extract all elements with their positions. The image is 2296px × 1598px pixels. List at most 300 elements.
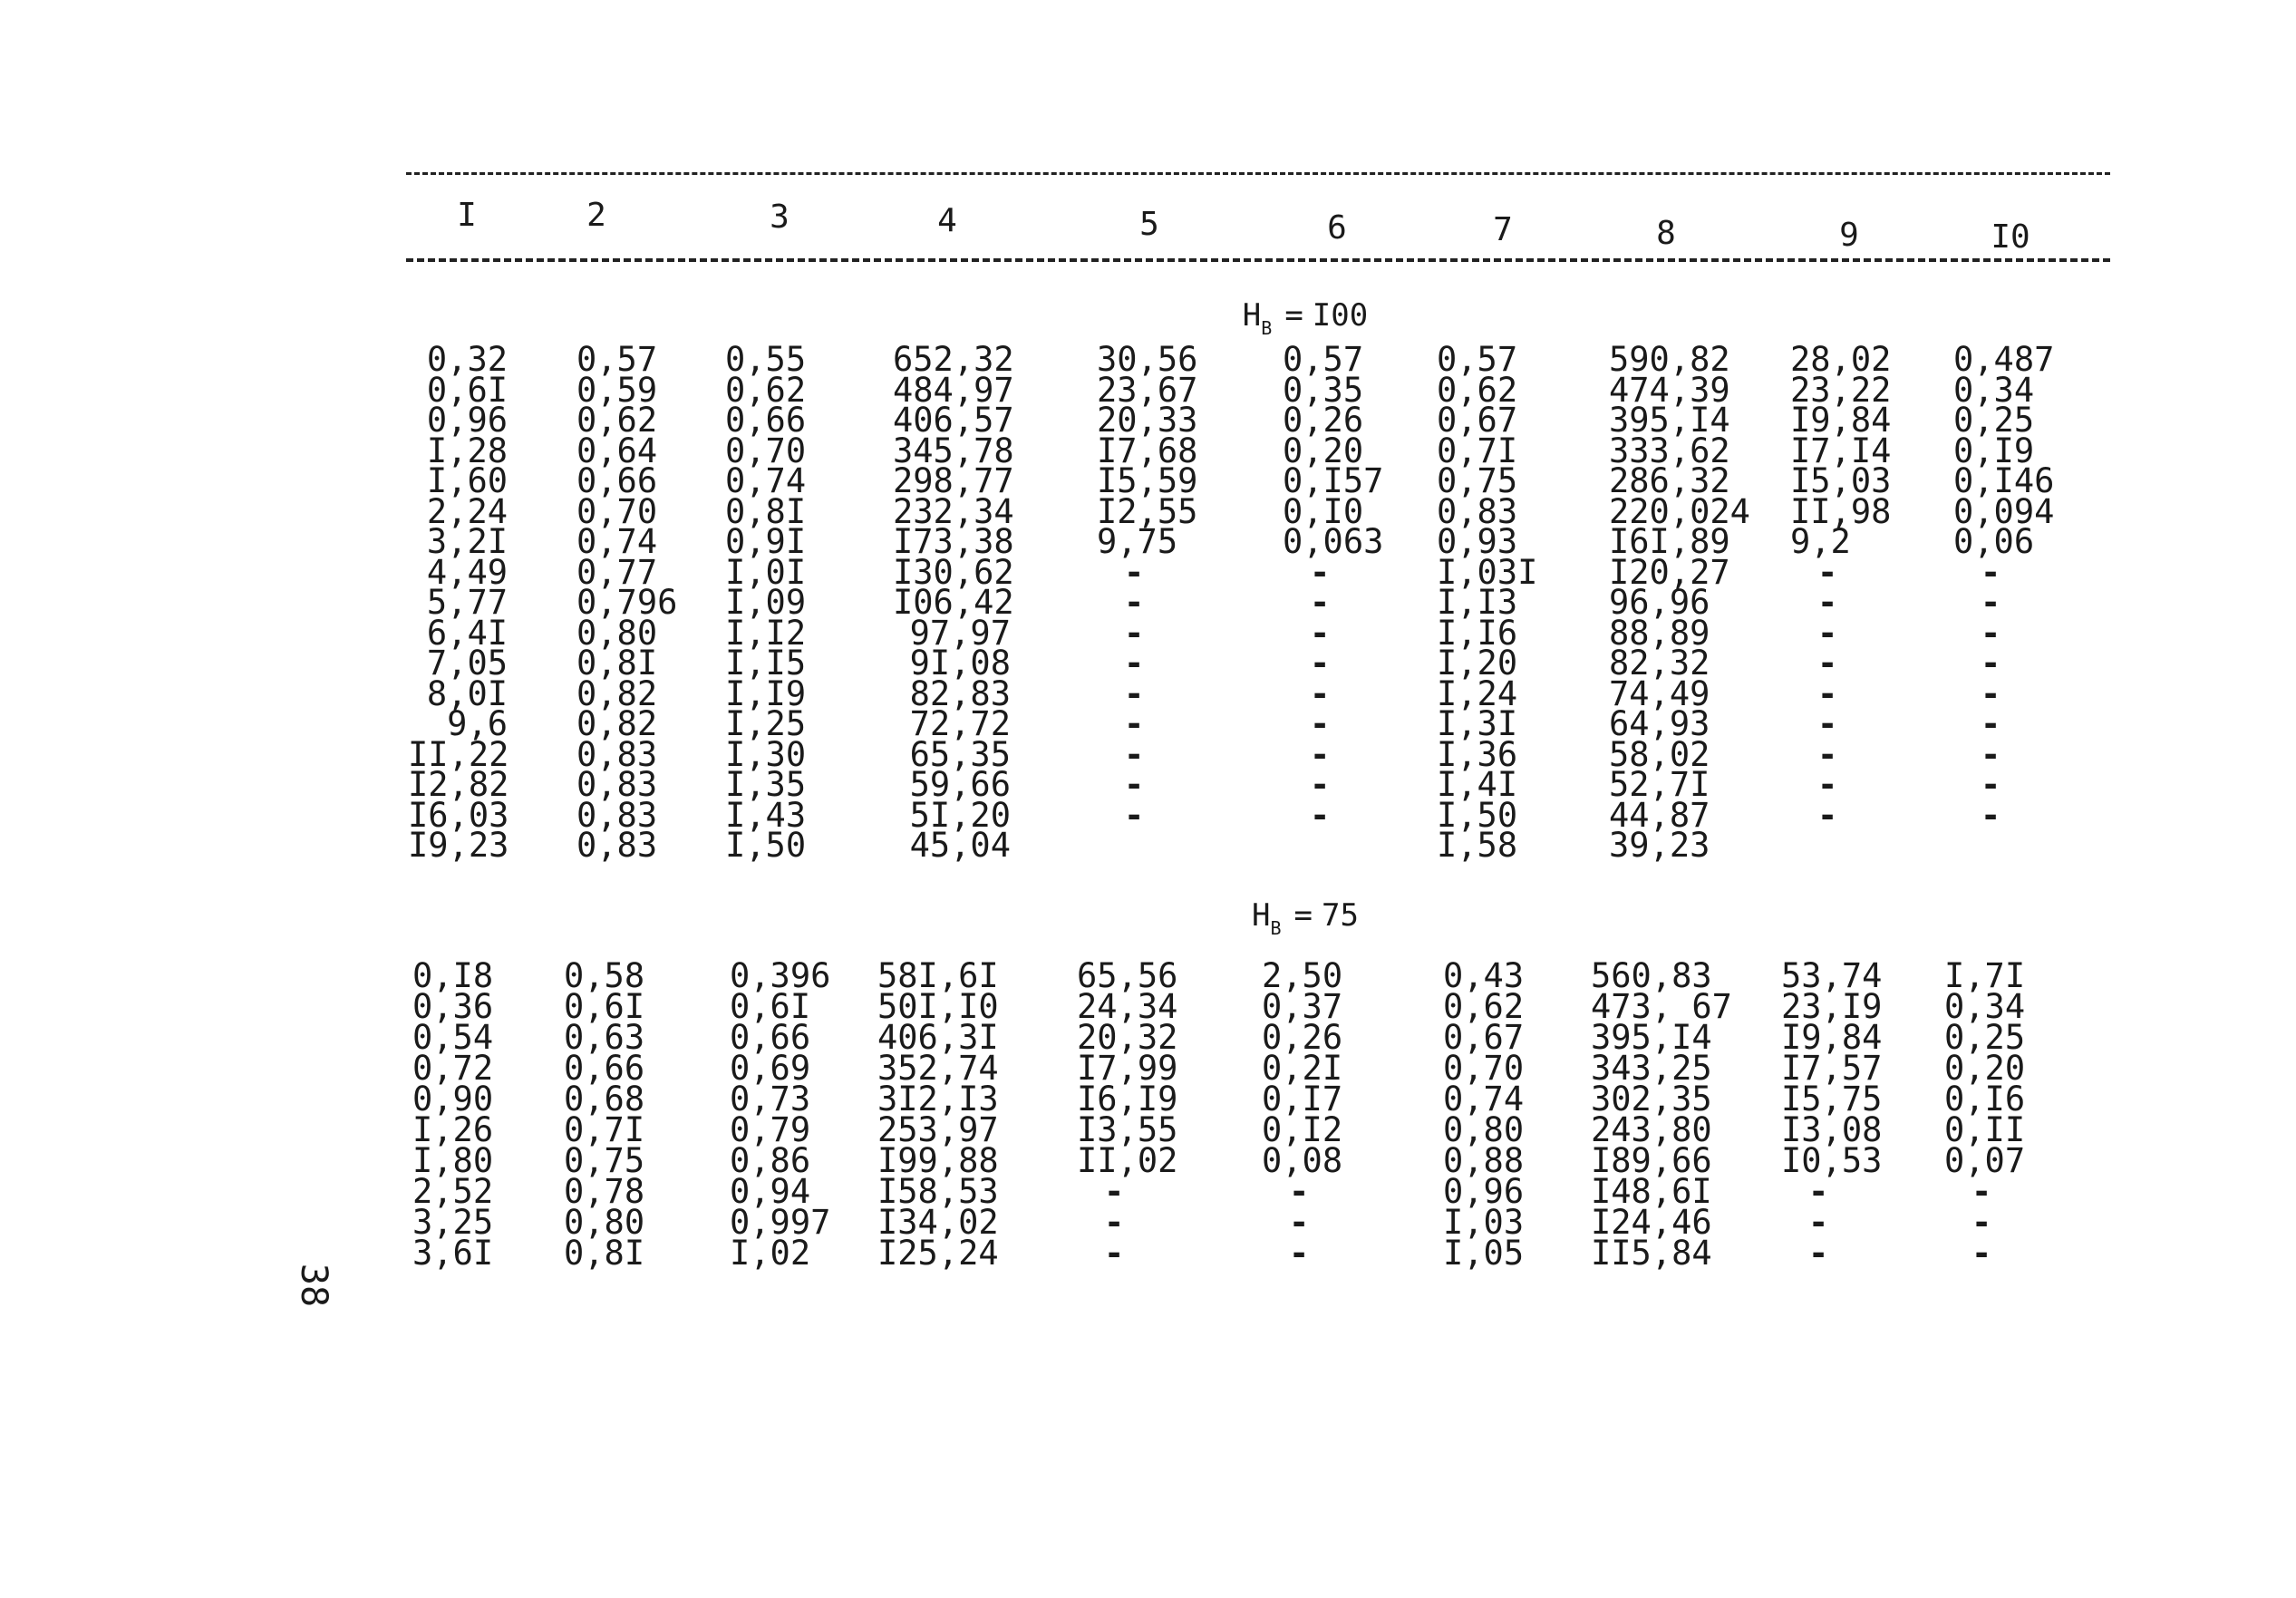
data-column-8 [1591,956,1736,1273]
table-cell: 220,024 [1609,491,1750,531]
empty-cell-dash: - [1981,734,2001,774]
table-cell: 0,70 [725,431,807,470]
empty-cell-dash: - [1310,552,1331,592]
table-cell: 64,93 [1609,704,1710,743]
table-cell: 0,70 [1443,1049,1525,1088]
table-cell: 44,87 [1609,795,1710,835]
empty-cell-dash: - [1808,1234,1829,1273]
table-cell: 484,97 [893,370,1014,410]
empty-cell-dash: - [1971,1172,1992,1211]
table-cell: 4,49 [426,552,508,592]
table-cell: 0,57 [1437,340,1518,379]
table-cell: 0,74 [576,522,658,561]
table-cell: 474,39 [1609,370,1730,410]
data-column-7 [1443,956,1534,1273]
empty-cell-dash: - [1310,795,1331,835]
table-cell: I30,62 [893,552,1014,592]
table-cell: I58,53 [877,1172,999,1211]
data-column-5 [1097,340,1206,835]
table-cell: I7,I4 [1790,431,1892,470]
table-cell: II,22 [408,734,509,774]
table-cell: 395,I4 [1609,401,1730,440]
table-cell: 473, 67 [1591,987,1732,1026]
table-cell: 52,7I [1609,765,1710,804]
empty-cell-dash: - [1981,552,2001,592]
table-cell: 0,83 [576,734,658,774]
table-cell: I2,82 [408,765,509,804]
table-cell: 0,25 [1953,401,2035,440]
table-cell: 0,25 [1944,1018,2026,1057]
empty-cell-dash: - [1124,552,1145,592]
table-cell: 20,32 [1077,1018,1178,1057]
table-cell: 0,62 [725,370,807,410]
empty-cell-dash: - [1310,734,1331,774]
column-header-8: 8 [1656,215,1676,252]
table-cell: I5,75 [1781,1080,1883,1119]
table-cell: 0,8I [725,491,807,531]
section-symbol: H [1252,897,1271,934]
table-cell: 0,62 [1437,370,1518,410]
table-cell: I3,08 [1781,1110,1883,1149]
empty-cell-dash: - [1981,704,2001,743]
table-cell: 0,20 [1944,1049,2026,1088]
table-cell: 0,66 [564,1049,645,1088]
table-cell: 0,796 [576,583,678,622]
table-cell: 0,93 [1437,522,1518,561]
table-cell: 7,05 [426,644,508,683]
table-cell: 6,4I [426,613,508,653]
empty-cell-dash: - [1817,552,1838,592]
table-cell: 0,94 [730,1172,811,1211]
table-cell: 23,67 [1097,370,1198,410]
table-cell: 0,70 [576,491,658,531]
empty-cell-dash: - [1817,613,1838,653]
table-cell: I,30 [725,734,807,774]
table-cell: 0,I46 [1953,461,2055,500]
section-value: I00 [1312,297,1369,334]
table-cell: I6,03 [408,795,509,835]
table-cell: I,I5 [725,644,807,683]
table-cell: 2,50 [1262,956,1343,995]
table-cell: I,36 [1437,734,1518,774]
table-cell: I,43 [725,795,807,835]
column-header-5: 5 [1139,206,1159,243]
data-column-3 [725,340,825,865]
table-cell: I,50 [725,826,807,865]
table-cell: 0,96 [426,401,508,440]
table-cell: 0,58 [564,956,645,995]
table-cell: 0,83 [576,795,658,835]
table-cell: 0,79 [730,1110,811,1149]
table-cell: 65,35 [909,734,1011,774]
table-cell: I,05 [1443,1234,1525,1273]
table-cell: 0,6I [730,987,811,1026]
table-cell: 0,74 [725,461,807,500]
table-cell: 0,82 [576,673,658,713]
empty-cell-dash: - [1310,765,1331,804]
table-cell: 0,34 [1953,370,2035,410]
table-cell: I24,46 [1591,1203,1712,1242]
table-cell: I99,88 [877,1141,999,1180]
table-cell: 0,75 [564,1141,645,1180]
column-header-4: 4 [937,202,957,239]
table-cell: 0,487 [1953,340,2055,379]
table-cell: I0,53 [1781,1141,1883,1180]
empty-cell-dash: - [1124,583,1145,622]
table-cell: 333,62 [1609,431,1730,470]
table-cell: 0,78 [564,1172,645,1211]
empty-cell-dash: - [1289,1234,1310,1273]
empty-cell-dash: - [1310,583,1331,622]
table-cell: 0,90 [412,1080,494,1119]
column-header-2: 2 [586,197,606,234]
table-cell: 96,96 [1609,583,1710,622]
empty-cell-dash: - [1817,583,1838,622]
table-cell: 97,97 [909,613,1011,653]
table-cell: I,09 [725,583,807,622]
table-cell: I25,24 [877,1234,999,1273]
table-cell: I06,42 [893,583,1014,622]
data-column-10 [1953,340,2062,835]
column-header-1: I [457,197,477,234]
table-cell: 0,66 [730,1018,811,1057]
table-cell: 3,6I [412,1234,494,1273]
table-cell: 0,63 [564,1018,645,1057]
table-cell: 0,62 [1443,987,1525,1026]
empty-cell-dash: - [1124,704,1145,743]
table-cell: I,24 [1437,673,1518,713]
data-column-9 [1781,956,1883,1273]
table-cell: 0,96 [1443,1172,1525,1211]
empty-cell-dash: - [1817,765,1838,804]
table-cell: I6,I9 [1077,1080,1178,1119]
data-column-1 [408,340,509,865]
table-cell: I,02 [730,1234,811,1273]
table-cell: 0,72 [412,1049,494,1088]
empty-cell-dash: - [1124,795,1145,835]
table-cell: 0,I8 [412,956,494,995]
table-cell: 0,80 [1443,1110,1525,1149]
table-cell: 0,69 [730,1049,811,1088]
table-cell: 298,77 [893,461,1014,500]
empty-cell-dash: - [1124,644,1145,683]
table-cell: I20,27 [1609,552,1730,592]
table-cell: 0,8I [576,644,658,683]
table-cell: I,26 [412,1110,494,1149]
section-value: 75 [1322,897,1359,934]
table-cell: 0,36 [412,987,494,1026]
table-cell: I,I3 [1437,583,1518,622]
table-cell: 0,67 [1443,1018,1525,1057]
table-cell: 50I,I0 [877,987,999,1026]
section-equals: = [1284,297,1303,334]
empty-cell-dash: - [1104,1203,1125,1242]
empty-cell-dash: - [1310,673,1331,713]
table-cell: I73,38 [893,522,1014,561]
data-column-7 [1437,340,1555,865]
table-header-row [0,197,2296,256]
table-cell: 0,07 [1944,1141,2026,1180]
table-cell: I9,23 [408,826,509,865]
empty-cell-dash: - [1981,673,2001,713]
empty-cell-dash: - [1971,1203,1992,1242]
empty-cell-dash: - [1124,673,1145,713]
data-column-2 [576,340,685,865]
empty-cell-dash: - [1981,765,2001,804]
table-cell: 24,34 [1077,987,1178,1026]
table-cell: 0,64 [576,431,658,470]
section-label-hb-100 [1243,297,1368,337]
table-cell: 74,49 [1609,673,1710,713]
data-column-2 [564,956,664,1273]
table-cell: 0,83 [576,765,658,804]
table-cell: 395,I4 [1591,1018,1712,1057]
table-cell: 23,22 [1790,370,1892,410]
table-cell: 0,73 [730,1080,811,1119]
table-cell: I5,03 [1790,461,1892,500]
table-cell: 5,77 [426,583,508,622]
table-cell: I7,99 [1077,1049,1178,1088]
table-cell: I,I2 [725,613,807,653]
table-cell: I9,84 [1790,401,1892,440]
table-cell: 0,88 [1443,1141,1525,1180]
table-cell: 9,2 [1790,522,1851,561]
empty-cell-dash: - [1808,1172,1829,1211]
section-equals: = [1293,897,1313,934]
table-cell: 0,396 [730,956,831,995]
data-column-5 [1077,956,1195,1273]
table-cell: 0,57 [576,340,658,379]
table-cell: I,I9 [725,673,807,713]
table-cell: I6I,89 [1609,522,1730,561]
table-cell: I,0I [725,552,807,592]
table-cell: I48,6I [1591,1172,1712,1211]
table-cell: 0,74 [1443,1080,1525,1119]
table-cell: 0,86 [730,1141,811,1180]
empty-cell-dash: - [1289,1203,1310,1242]
table-cell: 0,55 [725,340,807,379]
table-cell: 0,9I [725,522,807,561]
table-cell: 72,72 [909,704,1011,743]
column-header-6: 6 [1327,209,1347,247]
table-cell: I7,68 [1097,431,1198,470]
table-cell: 0,06 [1953,522,2035,561]
empty-cell-dash: - [1289,1172,1310,1211]
empty-cell-dash: - [1808,1203,1829,1242]
table-cell: 3,2I [426,522,508,561]
table-cell: 0,66 [576,461,658,500]
table-cell: I7,57 [1781,1049,1883,1088]
table-cell: 0,I2 [1262,1110,1343,1149]
data-column-10 [1944,956,2035,1273]
empty-cell-dash: - [1817,795,1838,835]
empty-cell-dash: - [1981,795,2001,835]
table-cell: 30,56 [1097,340,1198,379]
table-cell: 0,20 [1283,431,1364,470]
table-cell: I9,84 [1781,1018,1883,1057]
table-cell: 406,3I [877,1018,999,1057]
table-cell: 0,7I [1437,431,1518,470]
table-cell: 0,I57 [1283,461,1384,500]
table-cell: I,7I [1944,956,2026,995]
table-cell: 0,094 [1953,491,2055,531]
table-cell: 345,78 [893,431,1014,470]
table-cell: 0,83 [576,826,658,865]
table-cell: I,03 [1443,1203,1525,1242]
table-cell: 58,02 [1609,734,1710,774]
table-cell: 253,97 [877,1110,999,1149]
table-cell: 590,82 [1609,340,1730,379]
table-cell: 0,26 [1262,1018,1343,1057]
section-label-hb-75 [1252,897,1359,937]
table-cell: I3,55 [1077,1110,1178,1149]
column-header-7: 7 [1493,211,1513,248]
table-cell: I,60 [426,461,508,500]
table-cell: 0,II [1944,1110,2026,1149]
empty-cell-dash: - [1817,704,1838,743]
table-cell: 0,6I [564,987,645,1026]
empty-cell-dash: - [1817,734,1838,774]
empty-cell-dash: - [1124,765,1145,804]
empty-cell-dash: - [1981,613,2001,653]
table-cell: 0,I7 [1262,1080,1343,1119]
empty-cell-dash: - [1981,644,2001,683]
table-cell: 243,80 [1591,1110,1712,1149]
empty-cell-dash: - [1310,644,1331,683]
table-cell: 0,26 [1283,401,1364,440]
data-column-4 [877,956,999,1273]
data-column-1 [412,956,512,1273]
table-cell: I,50 [1437,795,1518,835]
table-cell: 0,8I [564,1234,645,1273]
table-cell: I,58 [1437,826,1518,865]
table-cell: 0,I0 [1283,491,1364,531]
table-cell: 5I,20 [909,795,1011,835]
empty-cell-dash: - [1971,1234,1992,1273]
empty-cell-dash: - [1104,1172,1125,1211]
table-cell: 286,32 [1609,461,1730,500]
empty-cell-dash: - [1104,1234,1125,1273]
table-cell: 3I2,I3 [877,1080,999,1119]
table-cell: 20,33 [1097,401,1198,440]
data-column-6 [1283,340,1400,835]
empty-cell-dash: - [1981,583,2001,622]
table-cell: 59,66 [909,765,1011,804]
section-symbol: H [1242,297,1262,334]
table-cell: 0,59 [576,370,658,410]
table-cell: 88,89 [1609,613,1710,653]
table-cell: 0,80 [564,1203,645,1242]
column-header-9: 9 [1839,217,1859,254]
section-subscript: B [1261,317,1273,339]
table-cell: 232,34 [893,491,1014,531]
table-top-rule [406,172,2110,175]
table-cell: 3,25 [412,1203,494,1242]
table-cell: 82,83 [909,673,1011,713]
table-cell: 0,37 [1262,987,1343,1026]
table-cell: 65,56 [1077,956,1178,995]
header-bottom-rule [406,258,2110,262]
table-cell: 0,997 [730,1203,831,1242]
table-cell: 0,83 [1437,491,1518,531]
table-cell: I,4I [1437,765,1518,804]
table-cell: 0,82 [576,704,658,743]
table-cell: 0,54 [412,1018,494,1057]
table-cell: 9,6 [447,704,508,743]
table-cell: 343,25 [1591,1049,1712,1088]
empty-cell-dash: - [1310,704,1331,743]
table-cell: 0,35 [1283,370,1364,410]
table-cell: 0,7I [564,1110,645,1149]
table-cell: 406,57 [893,401,1014,440]
table-cell: 0,34 [1944,987,2026,1026]
table-cell: 0,66 [725,401,807,440]
table-cell: 0,2I [1262,1049,1343,1088]
table-cell: 53,74 [1781,956,1883,995]
section-subscript: B [1270,917,1282,939]
table-cell: I,I6 [1437,613,1518,653]
table-cell: 0,62 [576,401,658,440]
data-column-6 [1262,956,1361,1273]
empty-cell-dash: - [1124,613,1145,653]
data-column-8 [1609,340,1750,865]
table-cell: I,20 [1437,644,1518,683]
table-cell: 302,35 [1591,1080,1712,1119]
table-cell: 45,04 [909,826,1011,865]
table-cell: 39,23 [1609,826,1710,865]
column-header-3: 3 [770,199,790,236]
table-cell: 0,I9 [1953,431,2035,470]
table-cell: I,80 [412,1141,494,1180]
table-cell: 0,68 [564,1080,645,1119]
table-cell: 2,24 [426,491,508,531]
table-cell: 28,02 [1790,340,1892,379]
table-cell: 0,77 [576,552,658,592]
table-cell: II5,84 [1591,1234,1712,1273]
table-cell: 0,08 [1262,1141,1343,1180]
table-cell: I,3I [1437,704,1518,743]
page-number: 38 [293,1263,335,1308]
table-cell: 0,32 [426,340,508,379]
table-cell: 560,83 [1591,956,1712,995]
data-column-3 [730,956,838,1273]
table-cell: 9I,08 [909,644,1011,683]
table-cell: 0,57 [1283,340,1364,379]
table-cell: 0,I6 [1944,1080,2026,1119]
data-column-9 [1790,340,1892,835]
table-cell: 0,063 [1283,522,1384,561]
table-cell: 0,75 [1437,461,1518,500]
table-cell: I,35 [725,765,807,804]
empty-cell-dash: - [1817,644,1838,683]
table-cell: 0,67 [1437,401,1518,440]
table-cell: 0,6I [426,370,508,410]
table-cell: 652,32 [893,340,1014,379]
table-cell: 352,74 [877,1049,999,1088]
empty-cell-dash: - [1817,673,1838,713]
table-cell: I,25 [725,704,807,743]
table-cell: 58I,6I [877,956,999,995]
table-cell: I2,55 [1097,491,1198,531]
table-cell: I34,02 [877,1203,999,1242]
table-cell: 9,75 [1097,522,1178,561]
table-cell: II,98 [1790,491,1892,531]
table-cell: 2,52 [412,1172,494,1211]
column-header-10: I0 [1991,218,2030,256]
table-cell: I,28 [426,431,508,470]
table-cell: 23,I9 [1781,987,1883,1026]
table-cell: 8,0I [426,673,508,713]
